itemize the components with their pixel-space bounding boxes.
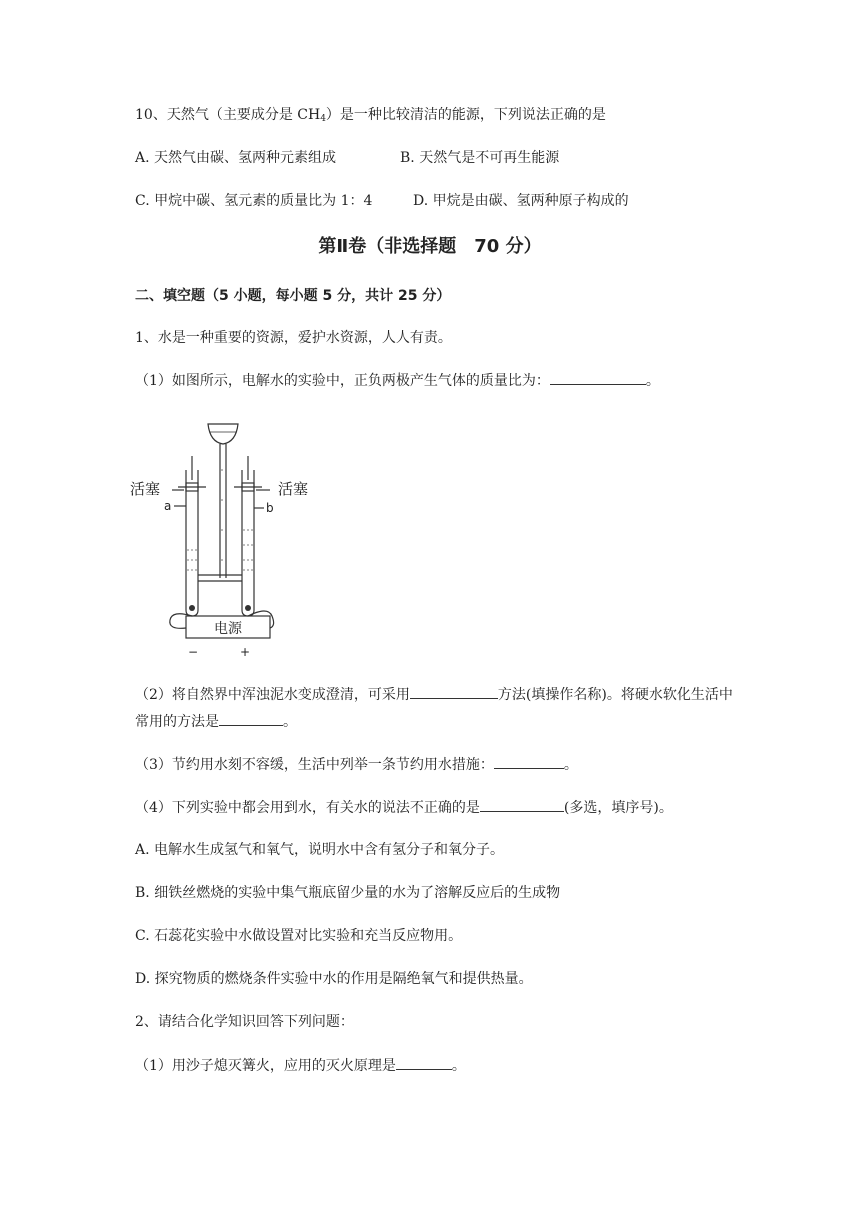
power-supply-label: 电源: [214, 621, 242, 637]
section2-title: 二、填空题（5 小题，每小题 5 分，共计 25 分）: [135, 288, 451, 304]
q1-sub2-line1: （2）将自然界中浑浊泥水变成澄清，可采用 方法(填操作名称)。将硬水软化生活中: [135, 684, 733, 705]
negative-terminal-label: −: [188, 645, 199, 659]
answer-blank[interactable]: [396, 1055, 452, 1070]
q10-option-c: C. 甲烷中碳、氢元素的质量比为 1：4: [135, 193, 373, 209]
electrolysis-apparatus-figure: [128, 410, 328, 662]
q10-option-a: A. 天然气由碳、氢两种元素组成: [135, 150, 337, 166]
q1-sub3: （3）节约用水刻不容缓，生活中列举一条节约用水措施： 。: [135, 754, 578, 775]
q1-sub4: （4）下列实验中都会用到水，有关水的说法不正确的是 (多选，填序号)。: [135, 797, 673, 818]
q1-sub1: （1）如图所示，电解水的实验中，正负两极产生气体的质量比为： 。: [135, 370, 660, 391]
positive-terminal-label: +: [240, 645, 251, 659]
q1-option-c: C. 石蕊花实验中水做设置对比实验和充当反应物用。: [135, 928, 463, 944]
part2-title: 第Ⅱ卷（非选择题 70 分）: [318, 236, 542, 257]
stopcock-label-left: 活塞: [130, 480, 161, 498]
answer-blank[interactable]: [494, 754, 564, 769]
answer-blank[interactable]: [410, 684, 498, 699]
answer-blank[interactable]: [550, 370, 646, 385]
q1-option-a: A. 电解水生成氢气和氧气，说明水中含有氢分子和氧分子。: [135, 842, 505, 858]
q1-sub2-line2: 常用的方法是 。: [135, 711, 297, 732]
answer-blank[interactable]: [480, 797, 564, 812]
q2-sub1: （1）用沙子熄灭篝火，应用的灭火原理是 。: [135, 1055, 466, 1076]
q1-option-d: D. 探究物质的燃烧条件实验中水的作用是隔绝氧气和提供热量。: [135, 971, 533, 987]
q1-stem: 1、水是一种重要的资源，爱护水资源，人人有责。: [135, 330, 452, 346]
q1-option-b: B. 细铁丝燃烧的实验中集气瓶底留少量的水为了溶解反应后的生成物: [135, 885, 561, 901]
tube-a-label: a: [164, 499, 172, 513]
q2-stem: 2、请结合化学知识回答下列问题：: [135, 1014, 354, 1030]
tube-b-label: b: [266, 501, 274, 515]
q10-stem: 10、天然气（主要成分是 $CH_4$）是一种比较清洁的能源，下列说法正确的是: [135, 107, 606, 124]
q10-option-b: B. 天然气是不可再生能源: [400, 150, 560, 166]
q10-option-d: D. 甲烷是由碳、氢两种原子构成的: [413, 193, 629, 209]
answer-blank[interactable]: [219, 711, 283, 726]
stopcock-label-right: 活塞: [278, 480, 309, 498]
